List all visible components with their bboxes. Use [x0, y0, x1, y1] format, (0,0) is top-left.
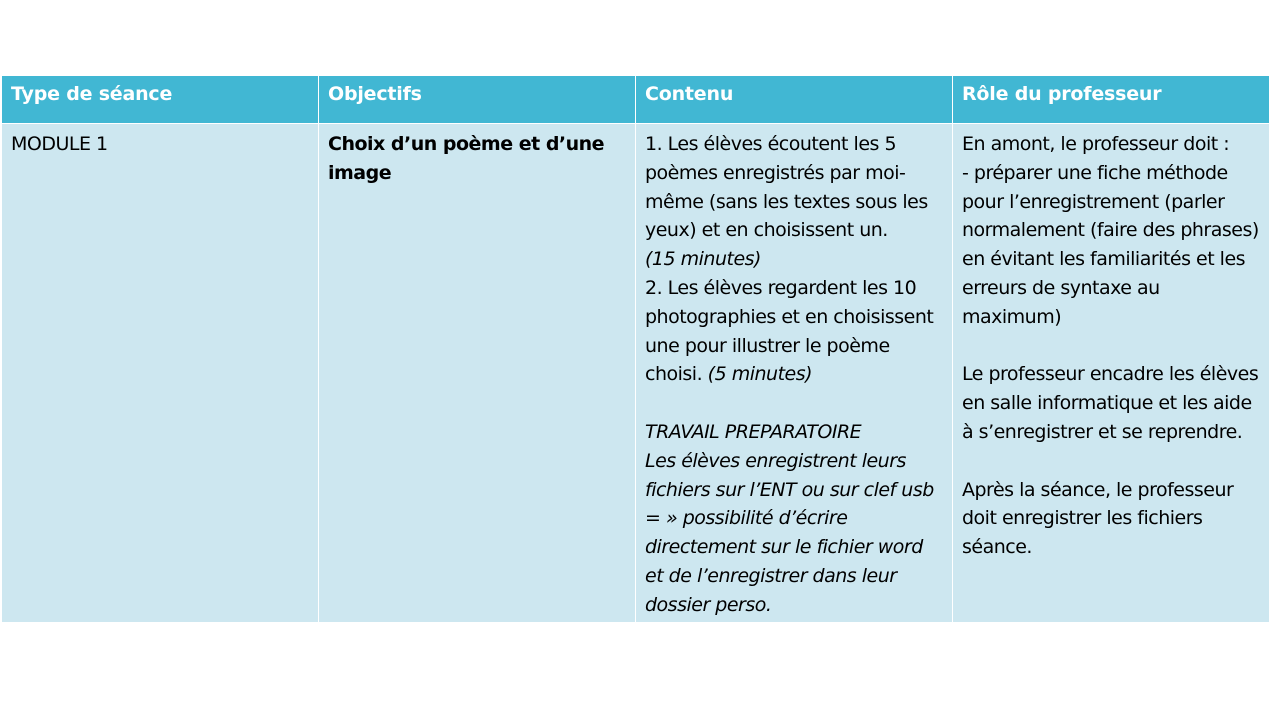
role-intro: En amont, le professeur doit : — [962, 133, 1230, 155]
session-table — [1, 75, 1270, 623]
header-objectifs: Objectifs — [319, 76, 636, 124]
contenu-travail-title: TRAVAIL PREPARATOIRE — [645, 420, 862, 443]
role-para2: Le professeur encadre les élèves en salle informatique et les aide à s’enregistrer et se reprendre. — [962, 363, 1264, 443]
cell-type-seance — [2, 124, 319, 623]
role-item: - préparer une fiche méthode pour l’enregistrement (parler normalement (faire des phrases) en évitant les familiarités et les erreurs de syntaxe au maximum) — [962, 161, 1270, 328]
role-spacer-2 — [962, 447, 1260, 476]
contenu-step1-duration: (15 minutes) — [645, 248, 761, 271]
header-type-seance: Type de séance — [2, 76, 319, 124]
header-role-professeur: Rôle du professeur — [953, 76, 1270, 124]
cell-role-professeur — [953, 124, 1270, 623]
contenu-step2-duration: (5 minutes) — [707, 363, 813, 386]
role-spacer-1 — [962, 332, 1260, 361]
table-header-row — [2, 76, 1270, 124]
contenu-spacer — [645, 389, 943, 418]
table-row — [2, 124, 1270, 623]
contenu-travail-text: Les élèves enregistrent leurs fichiers sur l’ENT ou sur clef usb = » possibilité d’écrire directement sur le fichier word et de l’enregistrer dans leur dossier perso. — [645, 449, 940, 616]
contenu-step2: 2. Les élèves regardent les 10 photographies et en choisissent une pour illustrer le poème choisi. — [645, 276, 934, 386]
cell-contenu — [636, 124, 953, 623]
type-seance-text: MODULE 1 — [11, 133, 108, 155]
cell-objectifs — [319, 124, 636, 623]
contenu-step1: 1. Les élèves écoutent les 5 poèmes enregistrés par moi-même (sans les textes sous les yeux) et en choisissent un. — [645, 133, 928, 242]
header-contenu: Contenu — [636, 76, 953, 124]
role-para3: Après la séance, le professeur doit enregistrer les fichiers séance. — [962, 478, 1239, 559]
objectifs-text: Choix d’un poème et d’une image — [328, 133, 611, 184]
